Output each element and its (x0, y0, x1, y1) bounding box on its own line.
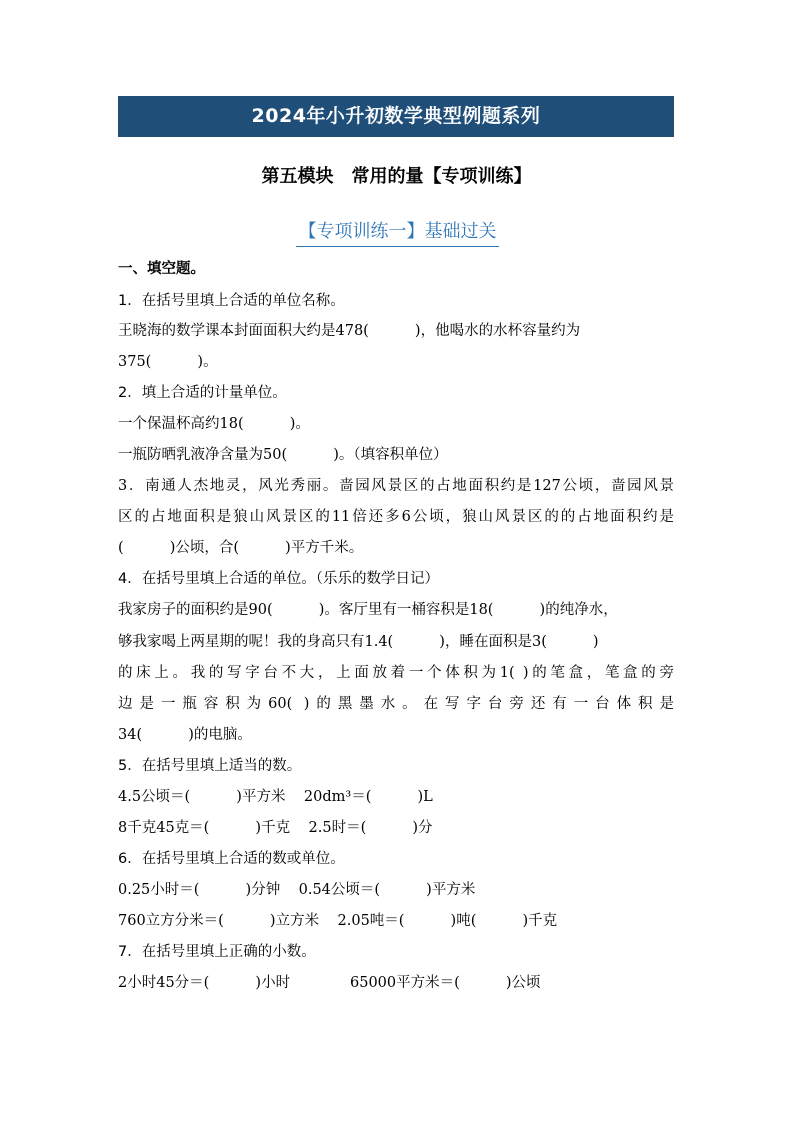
question-3-text-line: ( )公顷，合( )平方千米。 (118, 540, 364, 556)
question-7-prompt: 7．在括号里填上正确的小数。 (118, 944, 316, 960)
question-6-conversion-line: 760立方分米＝( )立方米 2.05吨＝( )吨( )千克 (118, 913, 558, 929)
question-3-text-line: 3．南通人杰地灵，风光秀丽。啬园风景区的占地面积约是127公顷，啬园风景 (118, 478, 674, 494)
question-5-conversion-line: 4.5公顷＝( )平方米 20dm³＝( )L (118, 789, 433, 805)
question-6-conversion-line: 0.25小时＝( )分钟 0.54公顷＝( )平方米 (118, 882, 476, 898)
question-7-conversion-line: 2小时45分＝( )小时 65000平方米＝( )公顷 (118, 975, 541, 991)
question-2-prompt: 2．填上合适的计量单位。 (118, 385, 287, 401)
question-1-text-line: 375( )。 (118, 354, 218, 370)
question-3-text-line: 区的占地面积是狼山风景区的11倍还多6公顷，狼山风景区的的占地面积约是 (118, 509, 674, 525)
question-4-text-line: 我家房子的面积约是90( )。客厅里有一桶容积是18( )的纯净水， (118, 602, 618, 618)
document-banner-title: 2024年小升初数学典型例题系列 (118, 96, 674, 137)
question-1-text-line: 王晓海的数学课本封面面积大约是478( )，他喝水的水杯容量约为 (118, 323, 581, 339)
question-4-text-line: 够我家喝上两星期的呢！我的身高只有1.4( )，睡在面积是3( ) (118, 634, 599, 650)
module-title: 第五模块 常用的量【专项训练】 (261, 166, 532, 187)
question-6-prompt: 6．在括号里填上合适的数或单位。 (118, 851, 345, 867)
question-2-text-line: 一瓶防晒乳液净含量为50( )。（填容积单位） (118, 447, 448, 463)
question-2-text-line: 一个保温杯高约18( )。 (118, 416, 310, 432)
section-heading-fill-in-blank: 一、填空题。 (118, 261, 205, 277)
question-4-text-line: 边是一瓶容积为60( )的黑墨水。在写字台旁还有一台体积是 (118, 696, 674, 712)
question-4-prompt: 4．在括号里填上合适的单位。（乐乐的数学日记） (118, 571, 439, 587)
question-1-prompt: 1．在括号里填上合适的单位名称。 (118, 293, 345, 309)
question-5-prompt: 5．在括号里填上适当的数。 (118, 758, 302, 774)
section-subtitle: 【专项训练一】基础过关 (296, 219, 499, 247)
question-5-conversion-line: 8千克45克＝( )千克 2.5时＝( )分 (118, 820, 433, 836)
question-4-text-line: 34( )的电脑。 (118, 727, 252, 743)
question-4-text-line: 的床上。我的写字台不大，上面放着一个体积为1( )的笔盒，笔盒的旁 (118, 665, 674, 681)
